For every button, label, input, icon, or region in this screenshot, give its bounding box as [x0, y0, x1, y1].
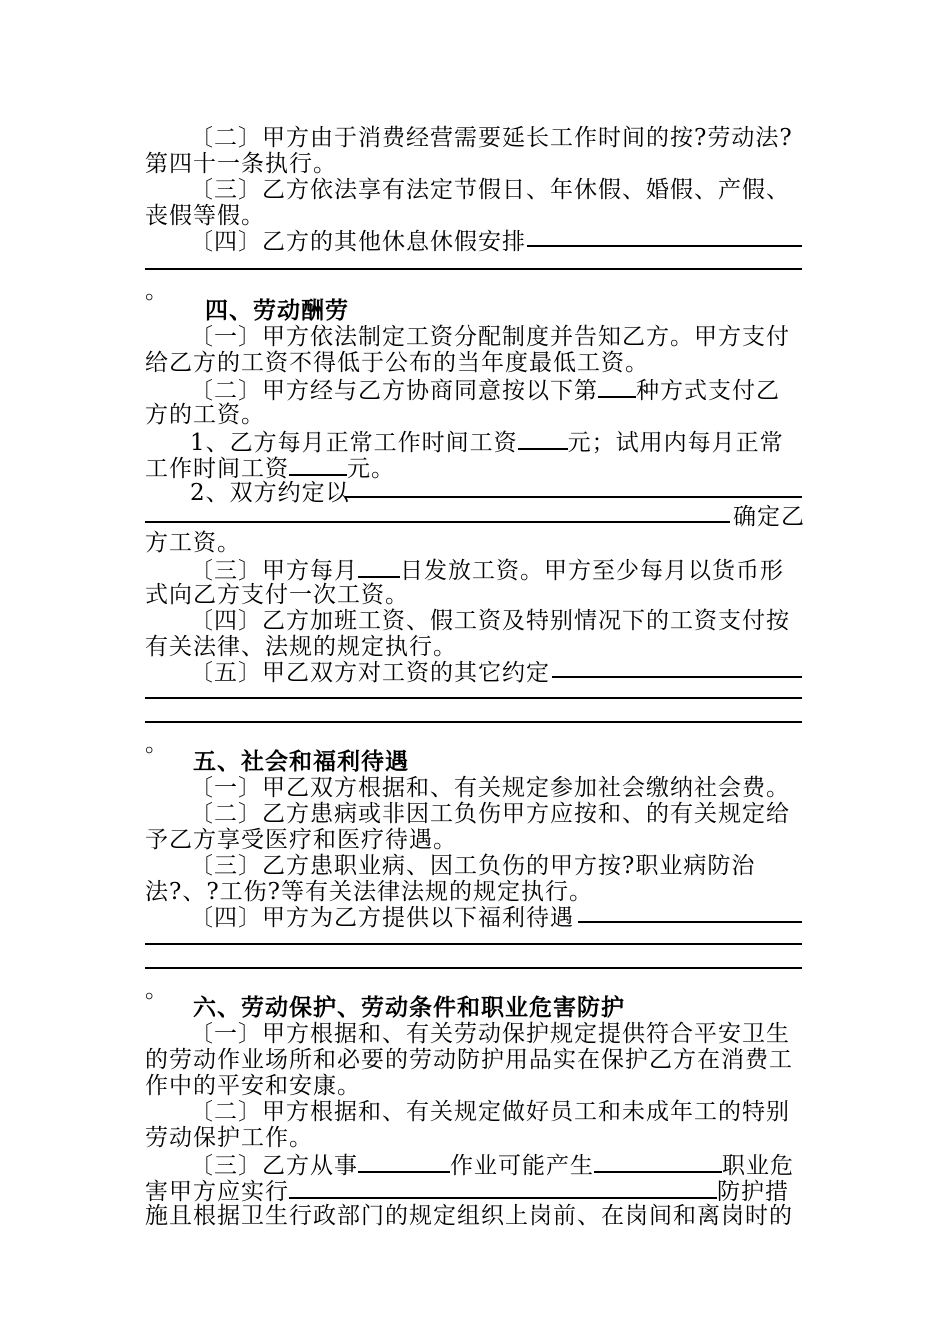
paragraph-line: 的劳动作业场所和必要的劳动防护用品实在保护乙方在消费工 [145, 1047, 793, 1073]
paragraph-line: 1、乙方每月正常工作时间工资 元；试用内每月正常 [190, 430, 784, 456]
blank-line [145, 521, 730, 523]
paragraph-line: 有关法律、法规的规定执行。 [145, 634, 457, 660]
paragraph-end: 。 [145, 731, 169, 757]
section-heading: 六、劳动保护、劳动条件和职业危害防护 [193, 995, 625, 1021]
section-heading: 五、社会和福利待遇 [193, 749, 409, 775]
section-heading: 四、劳动酬劳 [205, 298, 349, 324]
blank-line [145, 943, 802, 945]
paragraph-line: 施且根据卫生行政部门的规定组织上岗前、在岗间和离岗时的 [145, 1203, 793, 1229]
paragraph-line: 确定乙 [733, 504, 805, 530]
paragraph-line: 〔三〕乙方患职业病、因工负伤的甲方按?职业病防治 [190, 853, 756, 879]
paragraph-line: 第四十一条执行。 [145, 151, 337, 177]
paragraph-line: 〔二〕乙方患病或非因工负伤甲方应按和、的有关规定给 [190, 801, 790, 827]
fill-blank [594, 1151, 722, 1173]
paragraph-line: 工作时间工资 元。 [145, 456, 395, 482]
paragraph-line: 害甲方应实行 防护措 [145, 1179, 789, 1205]
fill-blank [598, 376, 636, 398]
paragraph-line: 式向乙方支付一次工资。 [145, 582, 409, 608]
paragraph-line: 〔三〕乙方依法享有法定节假日、年休假、婚假、产假、 [190, 177, 790, 203]
paragraph-line: 方的工资。 [145, 402, 265, 428]
paragraph-line: 〔四〕甲方为乙方提供以下福利待遇 [190, 905, 574, 931]
paragraph-line: 〔四〕乙方加班工资、假工资及特别情况下的工资支付按 [190, 608, 790, 634]
fill-blank [289, 454, 347, 476]
paragraph-line: 〔一〕甲方依法制定工资分配制度并告知乙方。甲方支付 [190, 324, 790, 350]
paragraph-line: 2、双方约定以 [190, 480, 350, 506]
paragraph-end: 。 [145, 977, 169, 1003]
paragraph-line: 〔二〕甲方经与乙方协商同意按以下第 种方式支付乙 [190, 378, 780, 404]
blank-line [552, 676, 802, 678]
fill-blank [358, 556, 400, 578]
paragraph-line: 〔二〕甲方由于消费经营需要延长工作时间的按?劳动法? [190, 125, 793, 151]
fill-blank [358, 1151, 450, 1173]
paragraph-line: 丧假等假。 [145, 203, 265, 229]
paragraph-line: 〔三〕乙方从事 作业可能产生 职业危 [190, 1153, 794, 1179]
paragraph-end: 。 [145, 278, 169, 304]
paragraph-line: 〔四〕乙方的其他休息休假安排 [190, 229, 526, 255]
blank-line [145, 268, 802, 270]
paragraph-line: 方工资。 [145, 530, 241, 556]
paragraph-line: 作中的平安和安康。 [145, 1073, 361, 1099]
paragraph-line: 劳动保护工作。 [145, 1125, 313, 1151]
paragraph-line: 予乙方享受医疗和医疗待遇。 [145, 827, 457, 853]
paragraph-line: 〔三〕甲方每月 日发放工资。甲方至少每月以货币形 [190, 558, 784, 584]
paragraph-line: 〔一〕甲方根据和、有关劳动保护规定提供符合平安卫生 [190, 1021, 790, 1047]
paragraph-line: 法?、?工伤?等有关法律法规的规定执行。 [145, 879, 593, 905]
blank-line [145, 721, 802, 723]
paragraph-line: 给乙方的工资不得低于公布的当年度最低工资。 [145, 350, 649, 376]
fill-blank [518, 428, 568, 450]
paragraph-line: 〔五〕甲乙双方对工资的其它约定 [190, 660, 550, 686]
blank-line [145, 967, 802, 969]
blank-line [345, 496, 802, 498]
blank-line [145, 697, 802, 699]
paragraph-line: 〔二〕甲方根据和、有关规定做好员工和未成年工的特别 [190, 1099, 790, 1125]
fill-blank [289, 1177, 717, 1199]
blank-line [527, 245, 802, 247]
blank-line [578, 921, 802, 923]
paragraph-line: 〔一〕甲乙双方根据和、有关规定参加社会缴纳社会费。 [190, 775, 790, 801]
